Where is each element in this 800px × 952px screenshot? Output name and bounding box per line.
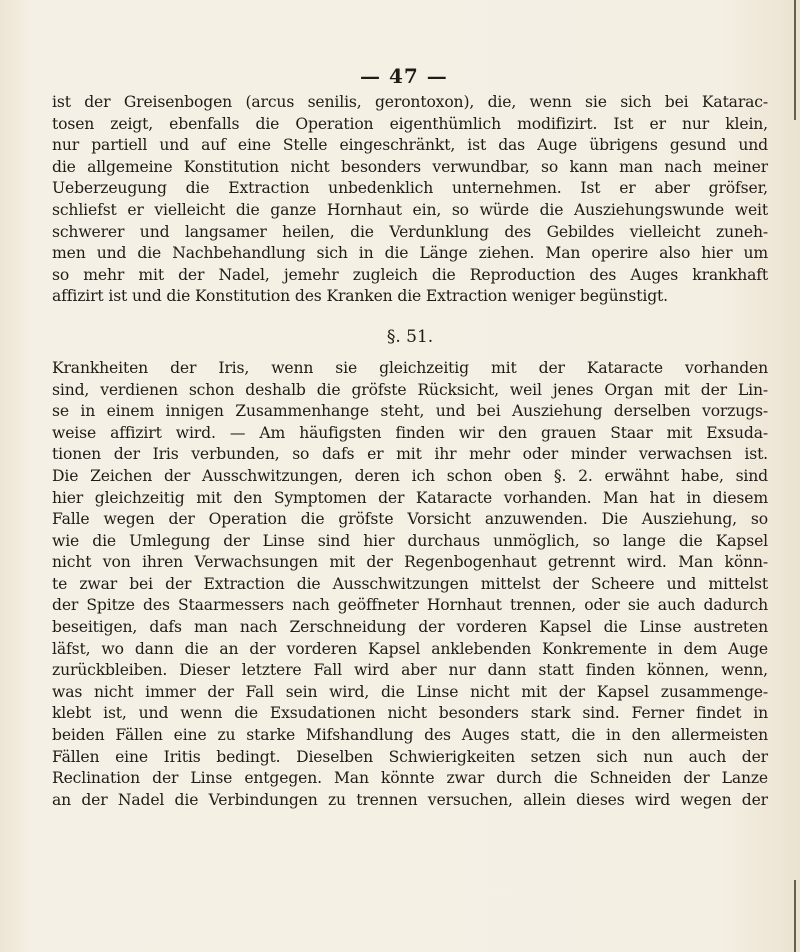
text-line: Krankheiten der Iris, wenn sie gleichzeitig mit der Kataracte vorhanden xyxy=(52,358,768,377)
paragraph-1 xyxy=(52,92,768,308)
text-line: zurückbleiben. Dieser letztere Fall wird aber nur dann statt finden können, wenn, xyxy=(52,661,768,680)
text-line: der Spitze des Staarmessers nach geöffneter Hornhaut trennen, oder sie auch dadurch xyxy=(52,596,768,615)
text-line: sind, verdienen schon deshalb die gröfste Rücksicht, weil jenes Organ mit der Lin- xyxy=(52,380,768,399)
text-line: tosen zeigt, ebenfalls die Operation eigenthümlich modifizirt. Ist er nur klein, xyxy=(52,114,768,133)
body-text xyxy=(52,92,768,811)
text-line: schwerer und langsamer heilen, die Verdunklung des Gebildes vielleicht zuneh- xyxy=(52,222,768,241)
text-line: beiden Fällen eine zu starke Mifshandlung des Auges statt, die in den allermeisten xyxy=(52,726,768,745)
text-line: an der Nadel die Verbindungen zu trennen versuchen, allein dieses wird wegen der xyxy=(52,790,768,809)
text-line: wie die Umlegung der Linse sind hier durchaus unmöglich, so lange die Kapsel xyxy=(52,531,768,550)
text-line: was nicht immer der Fall sein wird, die Linse nicht mit der Kapsel zusammenge- xyxy=(52,682,768,701)
text-line: läfst, wo dann die an der vorderen Kapsel anklebenden Konkremente in dem Auge xyxy=(52,639,768,658)
text-line: weise affizirt wird. — Am häufigsten finden wir den grauen Staar mit Exsuda- xyxy=(52,423,768,442)
text-line: beseitigen, dafs man nach Zerschneidung der vorderen Kapsel die Linse austreten xyxy=(52,618,768,637)
text-line: se in einem innigen Zusammenhange steht, und bei Ausziehung derselben vorzugs- xyxy=(52,402,768,421)
page-edge-shadow xyxy=(794,0,796,120)
text-line: die allgemeine Konstitution nicht besonders verwundbar, so kann man nach meiner xyxy=(52,157,768,176)
page-number: — 47 — xyxy=(360,64,448,88)
text-line: ist der Greisenbogen (arcus senilis, gerontoxon), die, wenn sie sich bei Katarac- xyxy=(52,93,768,111)
text-line: hier gleichzeitig mit den Symptomen der Kataracte vorhanden. Man hat in diesem xyxy=(52,488,768,507)
text-line: klebt ist, und wenn die Exsudationen nicht besonders stark sind. Ferner findet in xyxy=(52,704,768,723)
text-line: affizirt ist und die Konstitution des Kranken die Extraction weniger begünstigt. xyxy=(52,287,668,306)
text-line: Fällen eine Iritis bedingt. Dieselben Schwierigkeiten setzen sich nun auch der xyxy=(52,747,768,766)
text-line: men und die Nachbehandlung sich in die Länge ziehen. Man operire also hier um xyxy=(52,244,768,263)
text-line: Falle wegen der Operation die gröfste Vorsicht anzuwenden. Die Ausziehung, so xyxy=(52,510,768,529)
text-line: Ueberzeugung die Extraction unbedenklich unternehmen. Ist er aber gröfser, xyxy=(52,179,768,198)
text-line: schliefst er vielleicht die ganze Hornhaut ein, so würde die Ausziehungswunde weit xyxy=(52,200,768,219)
section-heading: §. 51. xyxy=(386,326,434,347)
paragraph-2 xyxy=(52,358,768,811)
text-line: Reclination der Linse entgegen. Man könnte zwar durch die Schneiden der Lanze xyxy=(52,769,768,788)
text-line: tionen der Iris verbunden, so dafs er mit ihr mehr oder minder verwachsen ist. xyxy=(52,445,768,464)
text-line: nicht von ihren Verwachsungen mit der Regenbogenhaut getrennt wird. Man könn- xyxy=(52,553,768,572)
text-line: nur partiell und auf eine Stelle eingeschränkt, ist das Auge übrigens gesund und xyxy=(52,136,768,155)
text-line: te zwar bei der Extraction die Ausschwitzungen mittelst der Scheere und mittelst xyxy=(52,574,768,593)
text-line: so mehr mit der Nadel, jemehr zugleich die Reproduction des Auges krankhaft xyxy=(52,265,768,284)
text-line: Die Zeichen der Ausschwitzungen, deren ich schon oben §. 2. erwähnt habe, sind xyxy=(52,466,768,485)
page-edge-shadow xyxy=(794,880,796,952)
